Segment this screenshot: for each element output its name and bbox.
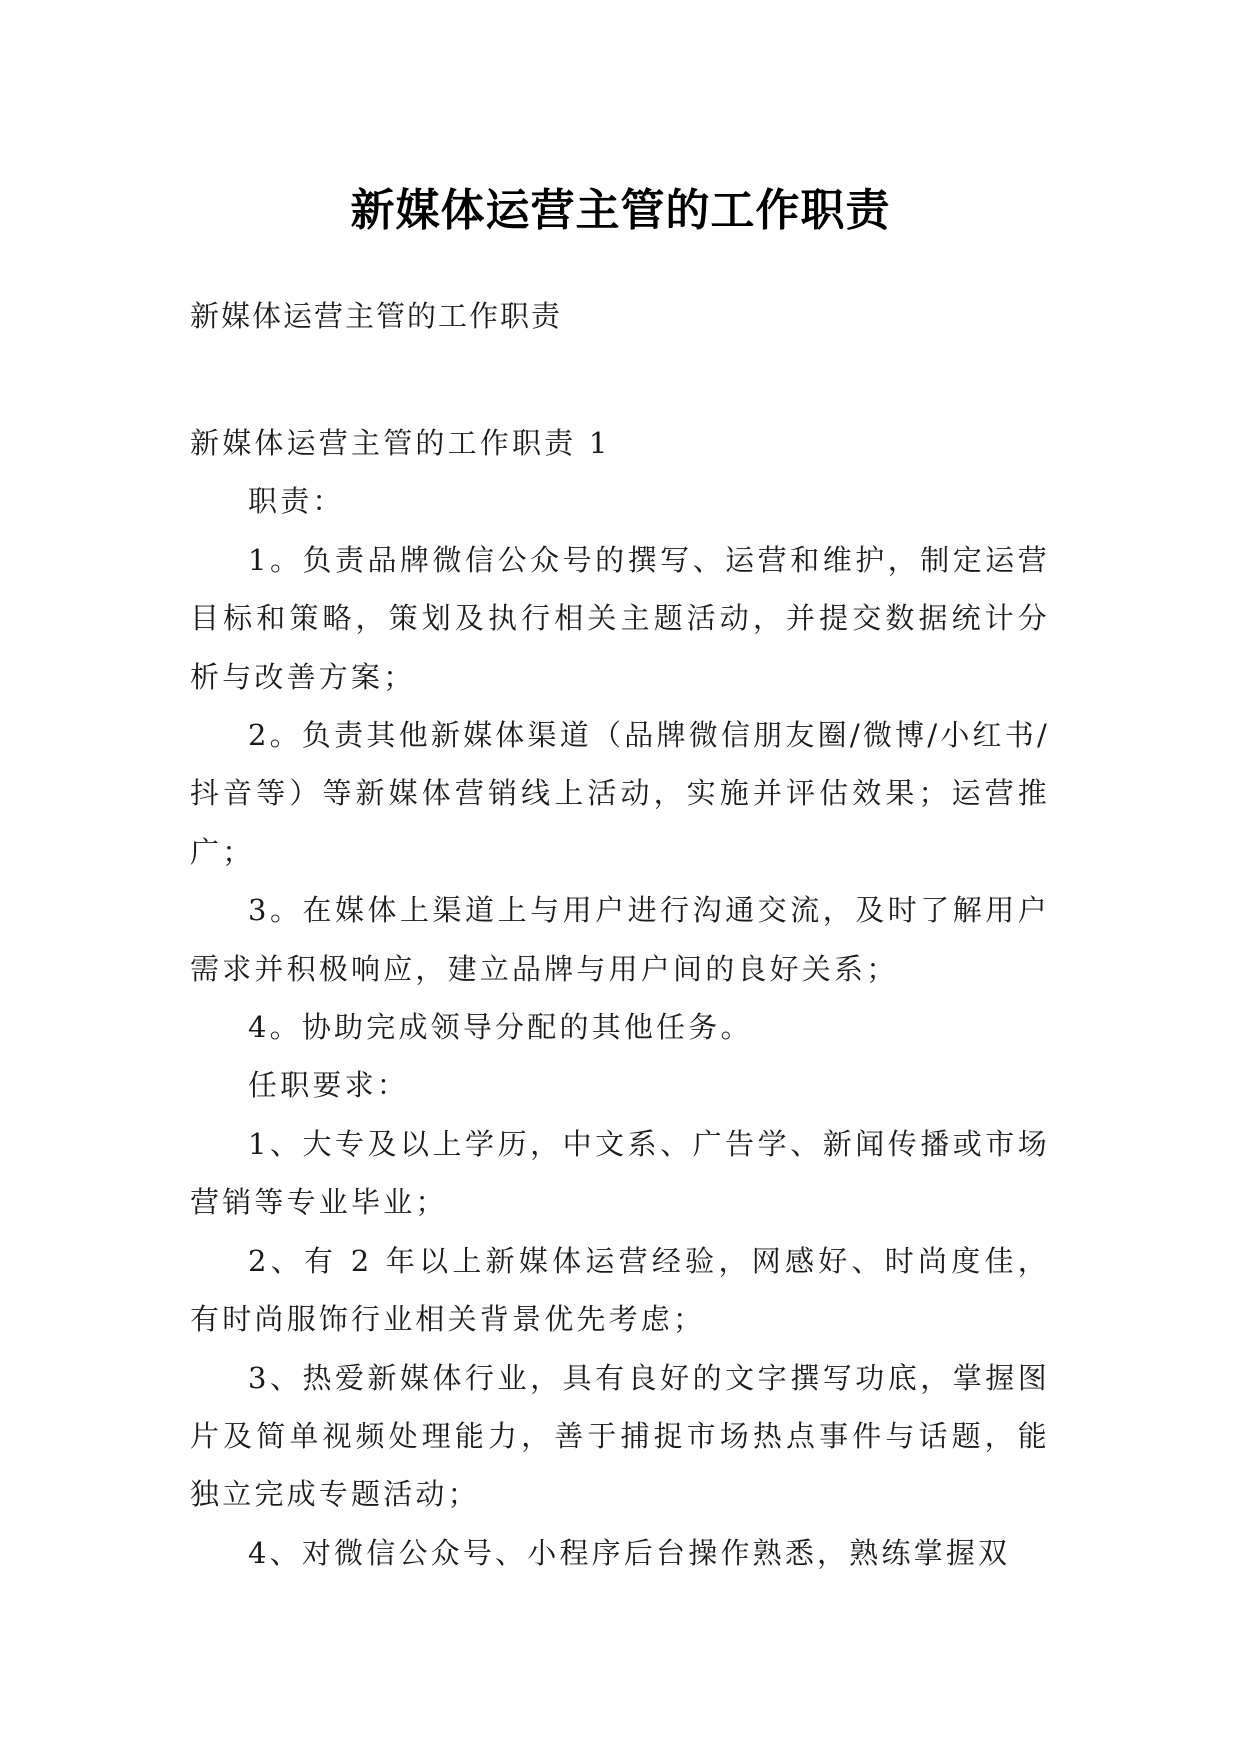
paragraph-duty-3: 3。在媒体上渠道上与用户进行沟通交流，及时了解用户需求并积极响应，建立品牌与用户间的良好关系； xyxy=(190,893,1050,986)
paragraph-duty-2: 2。负责其他新媒体渠道（品牌微信朋友圈/微博/小红书/抖音等）等新媒体营销线上活动，实施并评估效果；运营推广； xyxy=(190,718,1050,869)
paragraph-duty-1: 1。负责品牌微信公众号的撰写、运营和维护，制定运营目标和策略，策划及执行相关主题活动，并提交数据统计分析与改善方案； xyxy=(190,542,1050,694)
paragraph-requirement-2: 2、有 2 年以上新媒体运营经验，网感好、时尚度佳，有时尚服饰行业相关背景优先考虑； xyxy=(190,1243,1050,1337)
paragraph-duty-4: 4。协助完成领导分配的其他任务。 xyxy=(248,1010,753,1045)
section-heading: 新媒体运营主管的工作职责 1 xyxy=(190,426,611,460)
paragraph-requirement-4: 4、对微信公众号、小程序后台操作熟悉，熟练掌握双 xyxy=(248,1535,1011,1570)
document-subtitle: 新媒体运营主管的工作职责 xyxy=(190,299,563,333)
paragraph-requirement-3: 3、热爱新媒体行业，具有良好的文字撰写功底，掌握图片及简单视频处理能力，善于捕捉市场热点事件与话题，能独立完成专题活动； xyxy=(190,1360,1050,1512)
paragraph-requirements-label: 任职要求： xyxy=(248,1068,410,1103)
paragraph-duties-label: 职责： xyxy=(248,484,345,519)
document-title: 新媒体运营主管的工作职责 xyxy=(350,185,891,237)
paragraph-requirement-1: 1、大专及以上学历，中文系、广告学、新闻传播或市场营销等专业毕业； xyxy=(190,1126,1050,1220)
document-body xyxy=(190,414,1050,1582)
